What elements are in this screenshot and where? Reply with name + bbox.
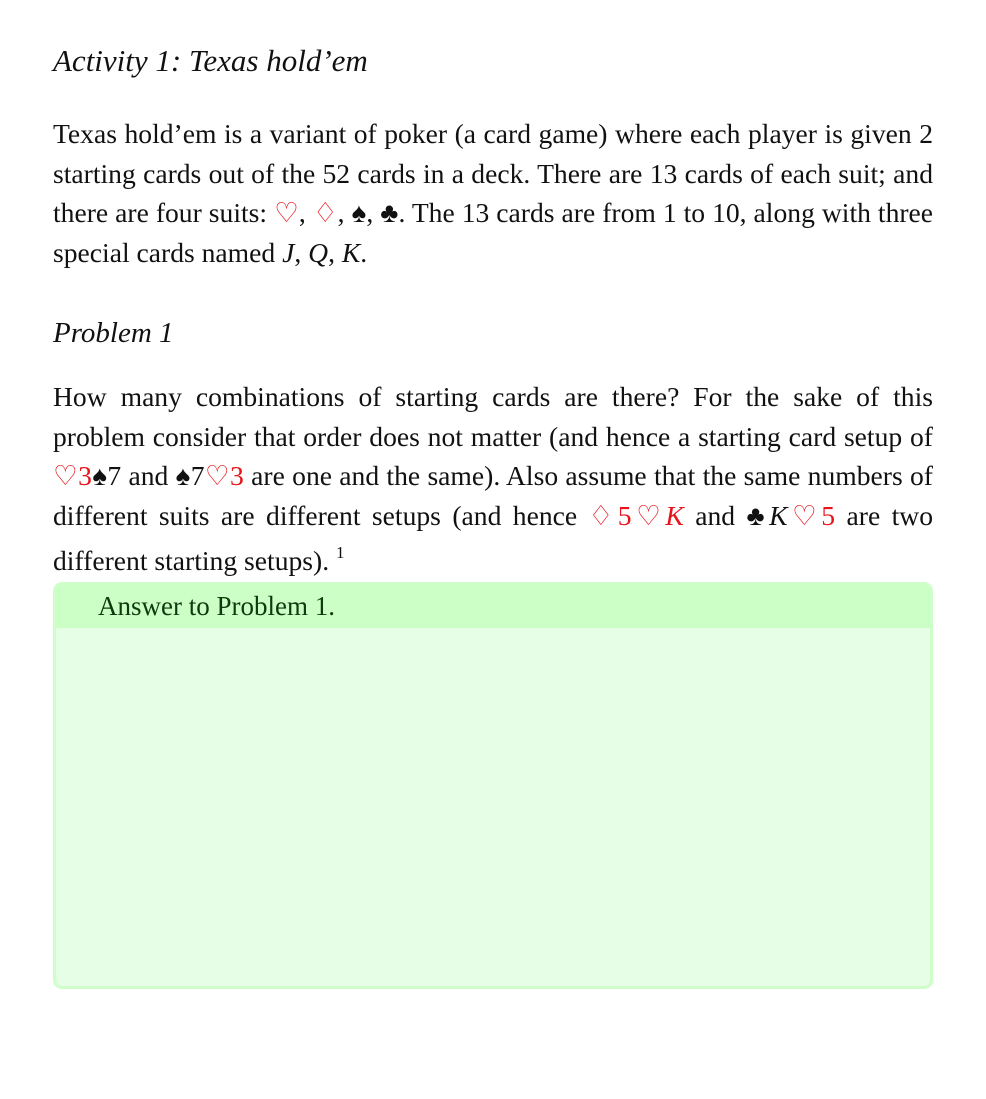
- example-card-4b: K: [769, 499, 788, 531]
- example-card-3a: ♢5♡: [588, 499, 666, 531]
- card-q: Q: [308, 236, 329, 268]
- separator: ,: [337, 197, 352, 228]
- card-k: K: [341, 236, 361, 268]
- diamonds-suit-icon: ♢: [312, 197, 338, 228]
- example-card-4c: ♡5: [787, 499, 836, 531]
- example-card-1b: ♠7: [91, 460, 122, 491]
- problem-text-2: and: [121, 460, 176, 491]
- problem-text-5: are two different starting setups).: [53, 499, 934, 577]
- problem-text-3: are one and the same). Also assume that the same numbers of different suits are different setups (and hence: [53, 460, 933, 531]
- separator: ,: [366, 197, 381, 228]
- answer-box[interactable]: [53, 582, 933, 989]
- activity-title: Activity 1: Texas hold’em: [53, 43, 368, 78]
- example-card-2a: ♠7: [175, 460, 205, 491]
- example-card-3b: K: [665, 499, 684, 531]
- problem-text-1: How many combinations of starting cards are there? For the sake of this problem consider that order does not matter (and hence a starting card setup of: [53, 381, 933, 452]
- answer-header: Answer to Problem 1.: [56, 585, 930, 628]
- example-card-2b: ♡3: [204, 460, 244, 491]
- spades-suit-icon: ♠: [351, 197, 367, 228]
- hearts-suit-icon: ♡: [274, 197, 299, 228]
- answer-area[interactable]: [56, 628, 930, 986]
- separator: ,: [298, 197, 313, 228]
- card-j: J: [282, 236, 295, 268]
- footnote-marker[interactable]: 1: [336, 543, 345, 562]
- example-card-4a: ♣: [746, 499, 770, 531]
- problem-paragraph: [53, 377, 933, 581]
- intro-text-3: .: [360, 236, 368, 268]
- problem-title: Problem 1: [53, 317, 174, 349]
- problem-text-4: and: [683, 499, 747, 531]
- example-card-1a: ♡3: [53, 460, 92, 491]
- separator: ,: [294, 236, 309, 268]
- separator: ,: [328, 236, 342, 268]
- clubs-suit-icon: ♣: [380, 197, 399, 228]
- intro-text-1: Texas hold’em is a variant of poker (a card game) where each player is given 2 starting cards out of the 52 cards in a deck. There are 13 cards of each suit; and there are four suits:: [53, 118, 933, 228]
- intro-text-2: . The 13 cards are from 1 to 10, along with three special cards named: [53, 197, 934, 268]
- intro-paragraph: [53, 114, 933, 272]
